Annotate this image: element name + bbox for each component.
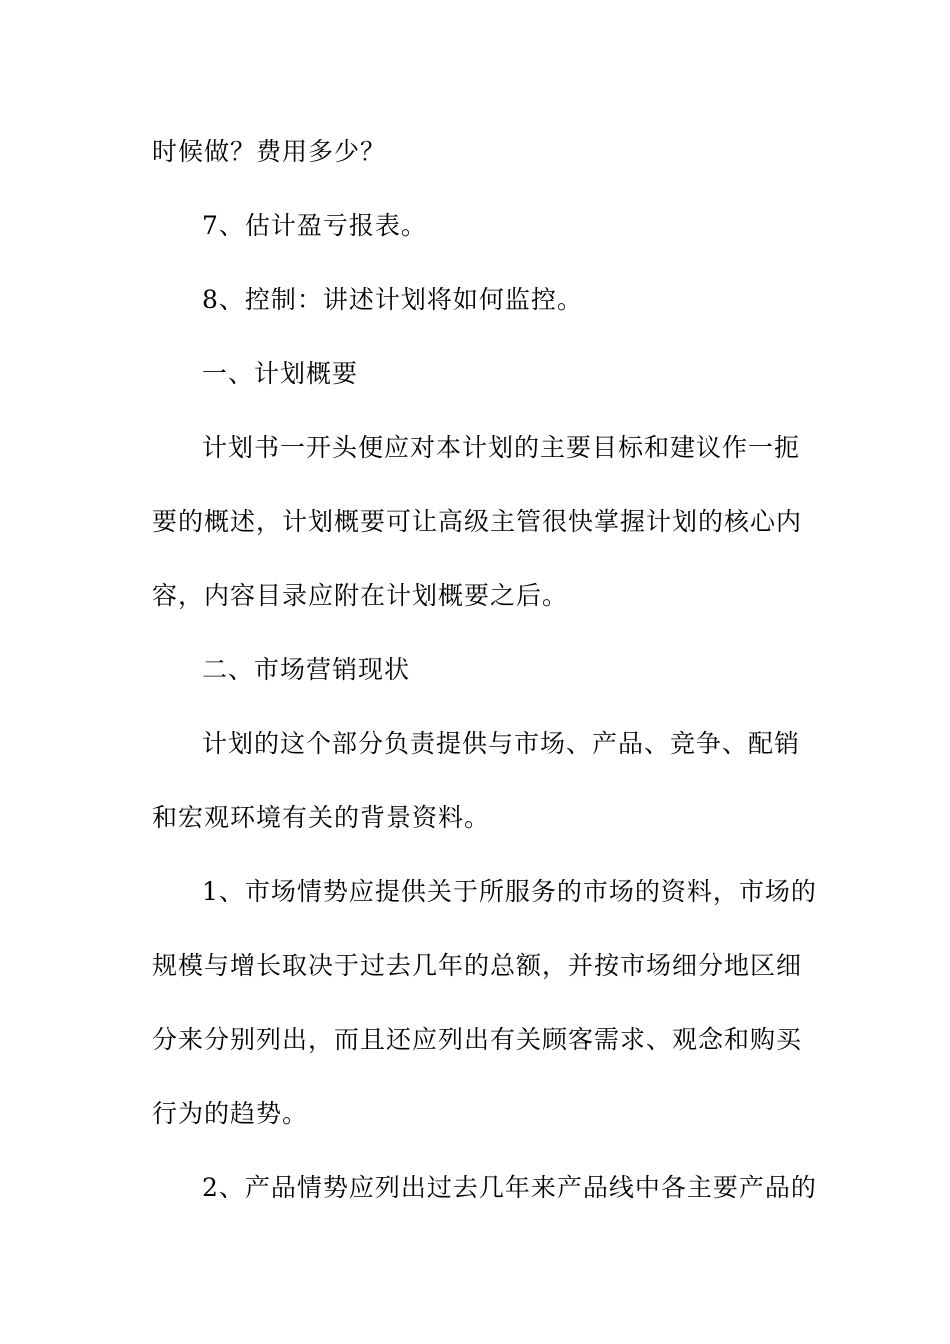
- text-line: 时候做？费用多少？: [152, 137, 387, 166]
- paragraph-line: 分来分别列出，而且还应列出有关顾客需求、观念和购买: [152, 1025, 803, 1054]
- list-item-1: 1、市场情势应提供关于所服务的市场的资料，市场的: [202, 877, 817, 906]
- section-heading-1: 一、计划概要: [202, 359, 359, 388]
- section-heading-2: 二、市场营销现状: [202, 655, 411, 684]
- paragraph-line: 要的概述，计划概要可让高级主管很快掌握计划的核心内: [152, 507, 803, 536]
- list-item-2: 2、产品情势应列出过去几年来产品线中各主要产品的: [202, 1173, 817, 1202]
- list-item-7: 7、估计盈亏报表。: [202, 211, 427, 240]
- paragraph-line: 规模与增长取决于过去几年的总额，并按市场细分地区细: [152, 951, 803, 980]
- paragraph-line: 行为的趋势。: [152, 1099, 309, 1128]
- paragraph-line: 计划的这个部分负责提供与市场、产品、竞争、配销: [202, 729, 801, 758]
- list-item-8: 8、控制：讲述计划将如何监控。: [202, 285, 583, 314]
- paragraph-line: 和宏观环境有关的背景资料。: [152, 803, 491, 832]
- paragraph-line: 容，内容目录应附在计划概要之后。: [152, 581, 569, 610]
- paragraph-line: 计划书一开头便应对本计划的主要目标和建议作一扼: [202, 433, 801, 462]
